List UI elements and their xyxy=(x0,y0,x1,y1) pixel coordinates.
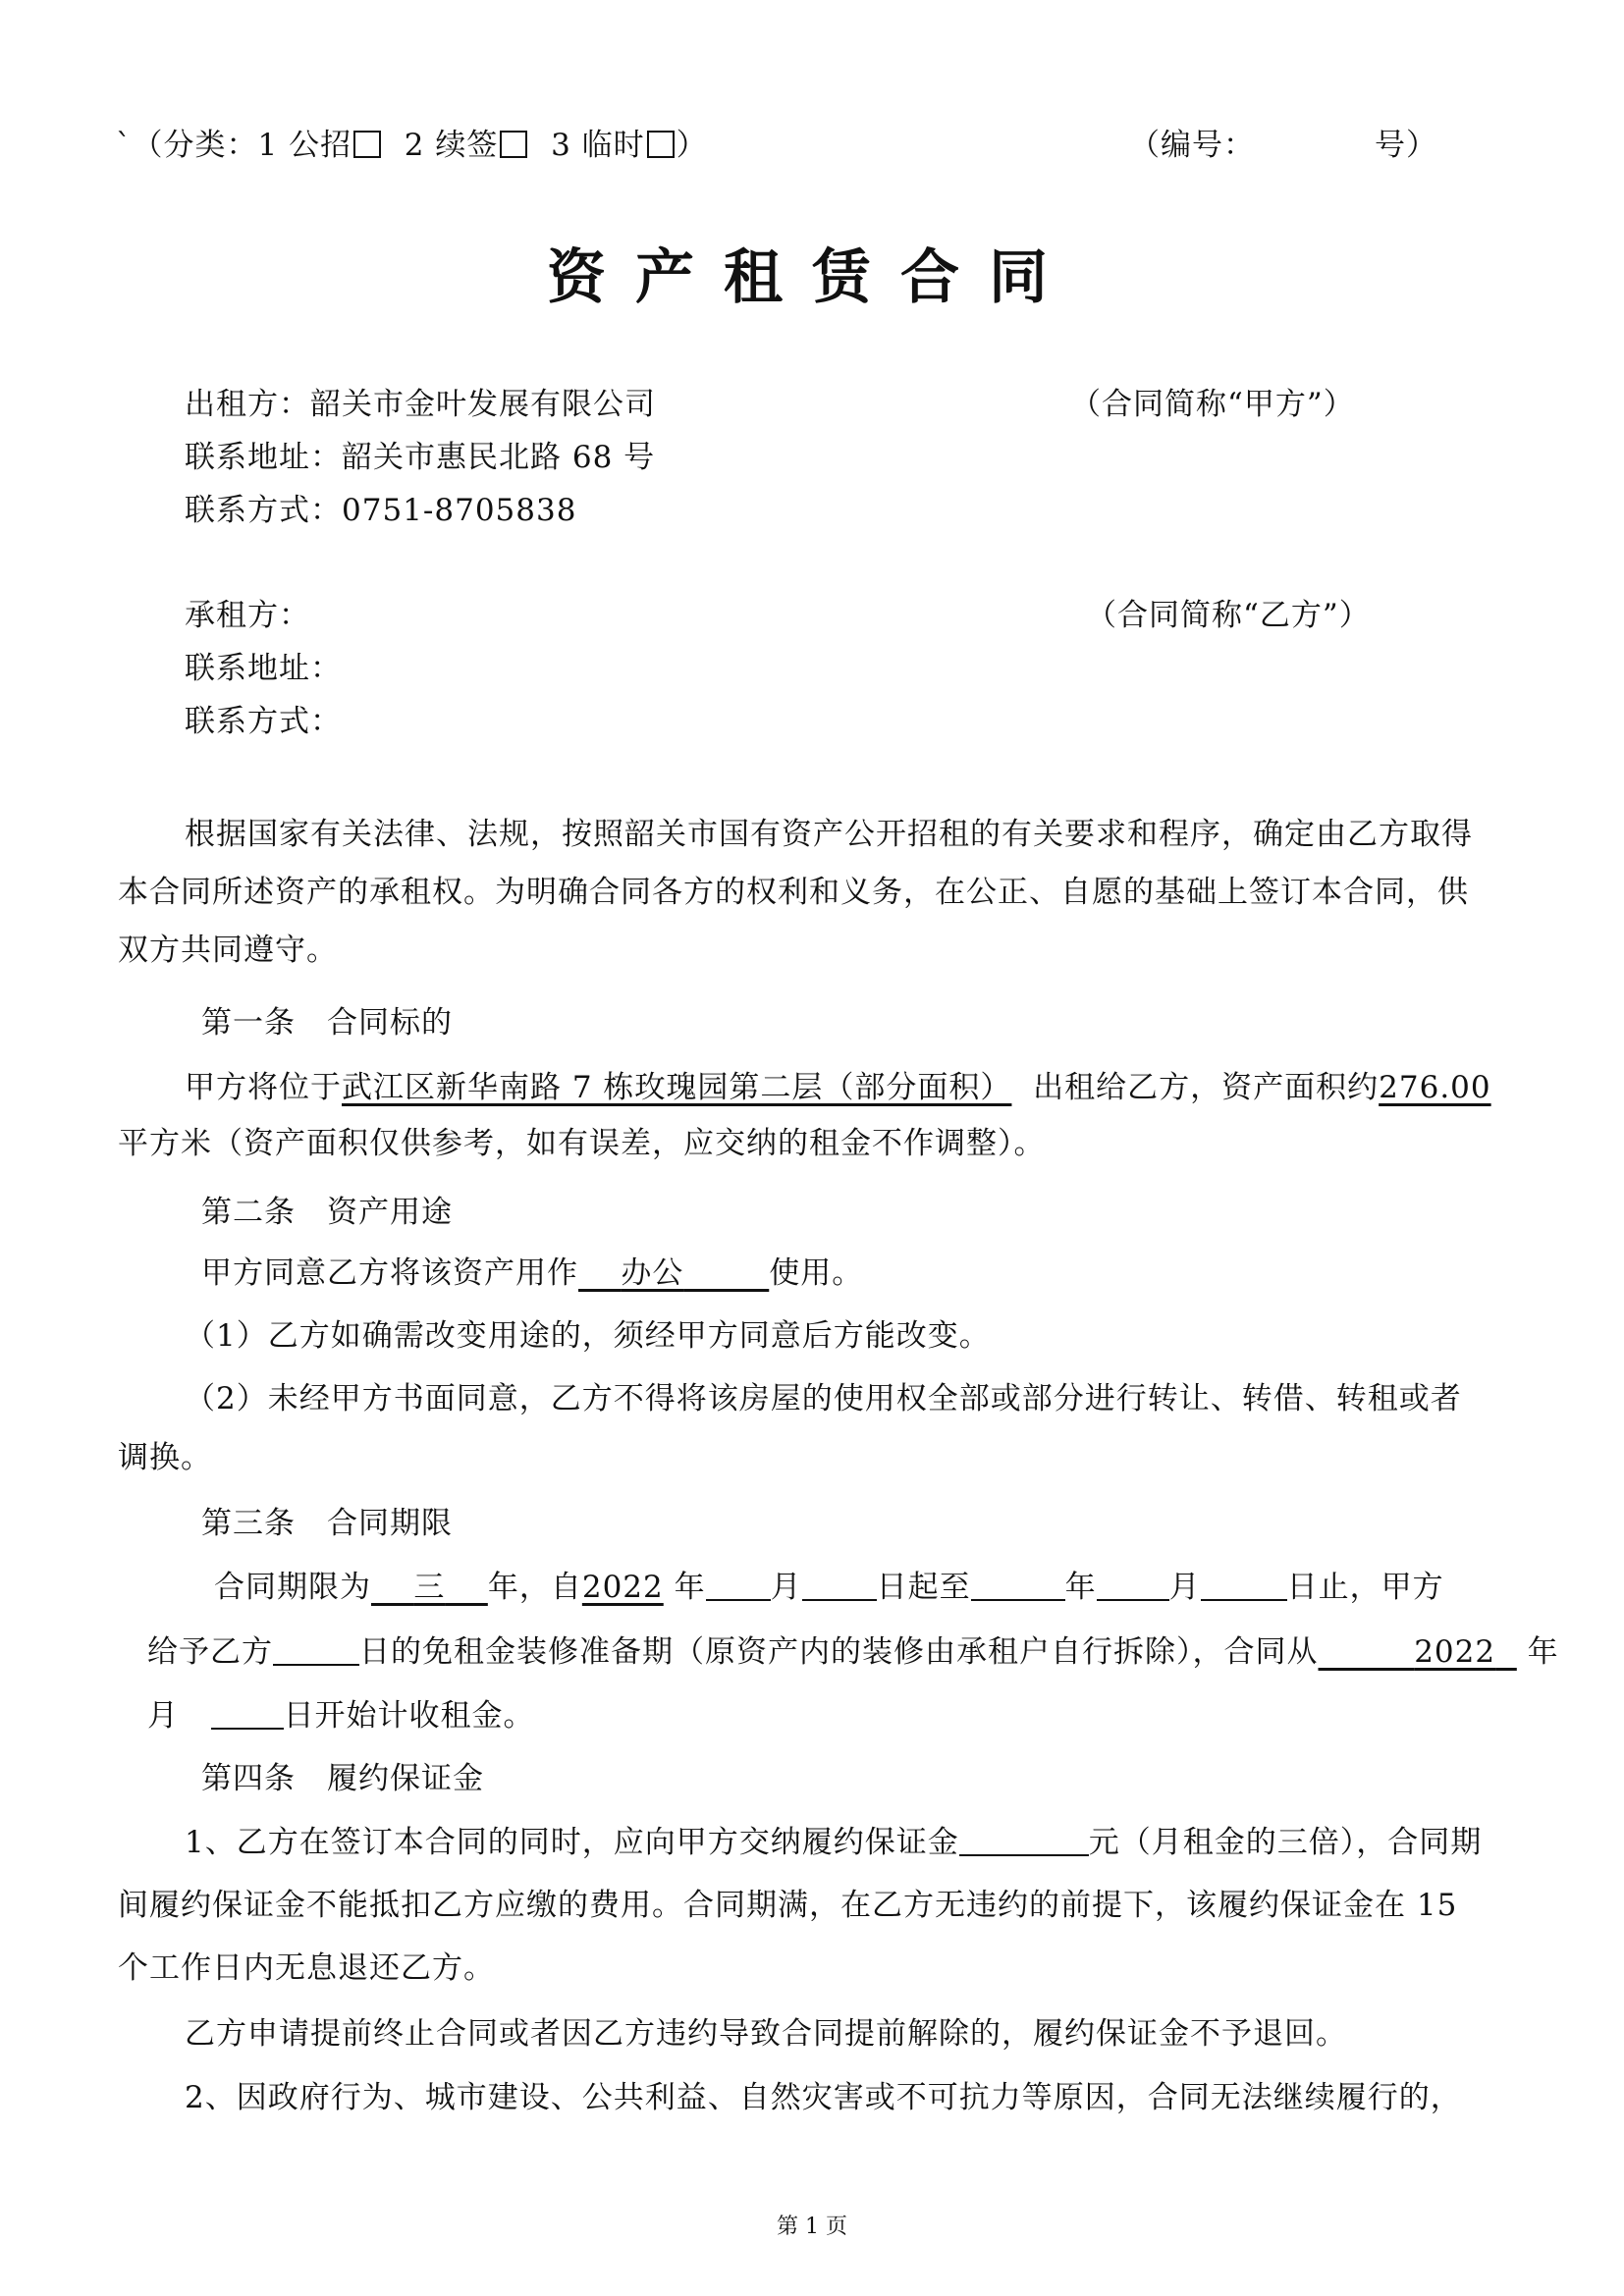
article3-text: 年 xyxy=(674,1570,706,1605)
checkbox-public-bid[interactable] xyxy=(353,131,381,158)
preamble-line: 双方共同遵守。 xyxy=(118,933,338,968)
preamble-line: 本合同所述资产的承租权。为明确合同各方的权利和义务，在公正、自愿的基础上签订本合同，供 xyxy=(118,875,1469,910)
class-close-paren: ） xyxy=(676,128,708,163)
lessee-contact: 联系方式： xyxy=(185,704,342,739)
rent-start-year-value: 2022 xyxy=(1414,1634,1496,1670)
article3-text: 月 xyxy=(770,1570,802,1605)
article3-text: 年 xyxy=(1527,1634,1559,1670)
asset-location: 武江区新华南路 7 栋玫瑰园第二层（部分面积） xyxy=(342,1070,1012,1105)
asset-use xyxy=(578,1255,769,1291)
start-year: 2022 xyxy=(581,1570,664,1605)
asset-area: 276.00 xyxy=(1379,1070,1491,1105)
article2-item2: （2）未经甲方书面同意，乙方不得将该房屋的使用权全部或部分进行转让、转借、转租或者 xyxy=(185,1381,1462,1416)
class-label: （分类：1 公招 xyxy=(132,128,352,163)
article1-line1 xyxy=(185,1068,1491,1107)
article3-text: 月 xyxy=(147,1698,179,1734)
number-suffix: 号） xyxy=(1375,128,1437,163)
lessor-contact: 联系方式：0751-8705838 xyxy=(185,493,577,528)
article2-heading: 第二条 资产用途 xyxy=(201,1195,453,1230)
rent-start-day-blank[interactable] xyxy=(211,1698,284,1730)
end-day-blank[interactable] xyxy=(1201,1570,1287,1601)
article4-para1-end: 个工作日内无息退还乙方。 xyxy=(118,1950,495,1986)
article3-text: 日的免租金装修准备期（原资产内的装修由承租户自行拆除），合同从 xyxy=(359,1634,1319,1670)
lessee-name: 承租方： xyxy=(185,598,310,633)
class-option-renew: 2 续签 xyxy=(404,128,499,163)
free-period-days-blank[interactable] xyxy=(273,1634,359,1666)
lessee-abbr: （合同简称“乙方”） xyxy=(1086,598,1371,633)
term-years-value: 三 xyxy=(413,1570,446,1605)
page-title: 资产租赁合同 xyxy=(547,243,1077,312)
article3-line3 xyxy=(147,1696,535,1735)
start-day-blank[interactable] xyxy=(802,1570,877,1601)
article2-item2-cont: 调换。 xyxy=(118,1440,212,1475)
number-label: （编号： xyxy=(1129,128,1255,163)
article3-text: 日开始计收租金。 xyxy=(283,1698,535,1734)
article1-text: 出租给乙方，资产面积约 xyxy=(1033,1070,1380,1105)
checkbox-temporary[interactable] xyxy=(647,131,675,158)
lessee-address: 联系地址： xyxy=(185,651,342,686)
article4-text: 元（月租金的三倍），合同期 xyxy=(1088,1825,1483,1860)
article1-line2: 平方米（资产面积仅供参考，如有误差，应交纳的租金不作调整）。 xyxy=(118,1126,1046,1161)
start-month-blank[interactable] xyxy=(706,1570,771,1601)
lessor-abbr: （合同简称“甲方”） xyxy=(1070,387,1355,422)
page-number: 第 1 页 xyxy=(777,2215,847,2239)
article4-para3: 2、因政府行为、城市建设、公共利益、自然灾害或不可抗力等原因，合同无法继续履行的， xyxy=(185,2080,1462,2115)
article2-item1: （1）乙方如确需改变用途的，须经甲方同意后方能改变。 xyxy=(185,1318,991,1354)
article1-text: 甲方将位于 xyxy=(185,1070,342,1105)
article3-text: 年，自 xyxy=(487,1570,582,1605)
article3-text: 日止，甲方 xyxy=(1286,1570,1444,1605)
stray-mark: ` xyxy=(116,128,133,163)
lessor-name: 出租方：韶关市金叶发展有限公司 xyxy=(185,387,656,422)
article3-text: 合同期限为 xyxy=(214,1570,371,1605)
class-option-temporary: 3 临时 xyxy=(551,128,645,163)
checkbox-renew[interactable] xyxy=(500,131,527,158)
article3-text: 月 xyxy=(1168,1570,1201,1605)
rent-start-year xyxy=(1319,1634,1517,1670)
article3-text: 日起至 xyxy=(876,1570,971,1605)
article3-line2 xyxy=(147,1632,1559,1672)
article4-para1 xyxy=(185,1823,1482,1862)
end-month-blank[interactable] xyxy=(1097,1570,1169,1601)
article4-text: 1、乙方在签订本合同的同时，应向甲方交纳履约保证金 xyxy=(185,1825,959,1860)
article3-text: 年 xyxy=(1064,1570,1097,1605)
end-year-blank[interactable] xyxy=(971,1570,1065,1601)
article2-use xyxy=(201,1254,863,1293)
article3-text: 给予乙方 xyxy=(147,1634,273,1670)
article4-para2: 乙方申请提前终止合同或者因乙方违约导致合同提前解除的，履约保证金不予退回。 xyxy=(185,2016,1347,2052)
article1-heading: 第一条 合同标的 xyxy=(201,1005,453,1041)
lessor-address: 联系地址：韶关市惠民北路 68 号 xyxy=(185,440,656,475)
preamble-line: 根据国家有关法律、法规，按照韶关市国有资产公开招租的有关要求和程序，确定由乙方取得 xyxy=(185,817,1473,852)
article2-text: 甲方同意乙方将该资产用作 xyxy=(201,1255,578,1291)
article4-heading: 第四条 履约保证金 xyxy=(201,1761,484,1796)
article2-text: 使用。 xyxy=(769,1255,864,1291)
article3-heading: 第三条 合同期限 xyxy=(201,1506,453,1541)
article4-para1-cont: 间履约保证金不能抵扣乙方应缴的费用。合同期满，在乙方无违约的前提下，该履约保证金在 15 xyxy=(118,1888,1458,1923)
article3-line1 xyxy=(214,1568,1444,1607)
deposit-amount-blank[interactable] xyxy=(959,1825,1089,1856)
classification-line xyxy=(116,126,708,165)
term-years xyxy=(371,1570,488,1605)
asset-use-value: 办公 xyxy=(621,1255,684,1291)
